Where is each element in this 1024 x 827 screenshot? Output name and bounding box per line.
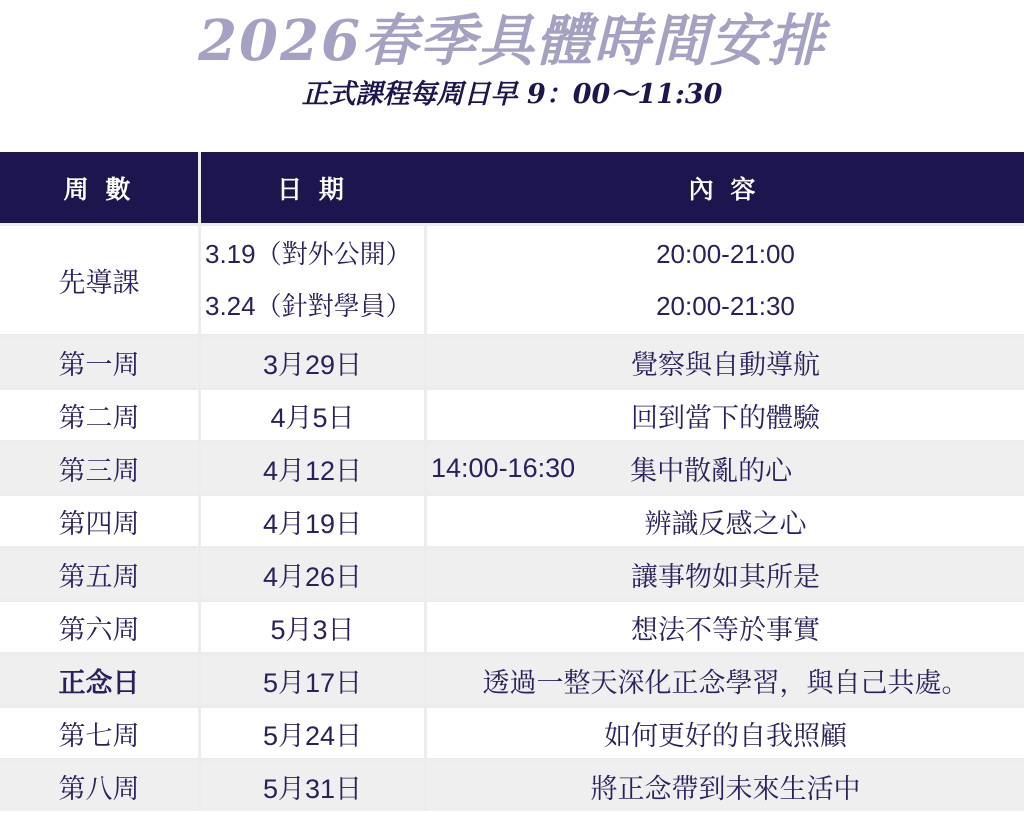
header-cell-content: 內 容 <box>424 152 1024 223</box>
content-text: 如何更好的自我照顧 <box>604 720 847 751</box>
pilot-date-cell <box>201 226 424 334</box>
table-row <box>0 708 1024 758</box>
pilot-week-cell: 先導課 <box>0 226 198 334</box>
content-cell <box>427 443 1024 493</box>
table-row <box>0 443 1024 493</box>
pilot-time-line: 20:00-21:00 <box>656 239 795 269</box>
week-cell: 第二周 <box>0 390 198 440</box>
content-cell <box>427 337 1024 387</box>
content-cell <box>427 655 1024 705</box>
pilot-time-line: 20:00-21:30 <box>656 291 795 321</box>
table-row <box>0 761 1024 811</box>
week-cell: 第八周 <box>0 761 198 811</box>
pilot-date-line: 3.19（對外公開） <box>205 239 412 269</box>
session-time: 14:00-16:30 <box>431 452 576 483</box>
table-row <box>0 549 1024 599</box>
week-cell: 第五周 <box>0 549 198 599</box>
content-text: 覺察與自動導航 <box>631 349 820 380</box>
content-text: 辨識反感之心 <box>644 508 807 539</box>
schedule-table <box>0 152 1024 811</box>
page-subtitle: 正式課程每周日早 9：00～11:30 <box>301 79 723 111</box>
date-cell: 5月3日 <box>201 602 424 652</box>
week-cell: 第一周 <box>0 337 198 387</box>
pilot-course-row <box>0 226 1024 334</box>
content-text: 集中散亂的心 <box>630 455 793 486</box>
date-cell: 5月17日 <box>201 655 424 705</box>
content-cell <box>427 602 1024 652</box>
page-title: 2026春季具體時間安排 <box>198 8 826 74</box>
table-header-row <box>0 152 1024 223</box>
date-cell: 4月26日 <box>201 549 424 599</box>
week-cell: 第三周 <box>0 443 198 493</box>
content-cell <box>427 549 1024 599</box>
content-text: 透過一整天深化正念學習，與自己共處。 <box>482 667 969 698</box>
content-text: 將正念帶到未來生活中 <box>590 773 861 804</box>
week-cell: 正念日 <box>0 655 198 705</box>
content-cell <box>427 761 1024 811</box>
table-row <box>0 337 1024 387</box>
pilot-date-line: 3.24（針對學員） <box>205 291 412 321</box>
week-cell: 第七周 <box>0 708 198 758</box>
date-cell: 4月5日 <box>201 390 424 440</box>
table-row <box>0 655 1024 705</box>
table-body <box>0 337 1024 811</box>
header-cell-date: 日 期 <box>201 152 424 223</box>
date-cell: 5月24日 <box>201 708 424 758</box>
content-cell <box>427 496 1024 546</box>
date-cell: 5月31日 <box>201 761 424 811</box>
date-cell: 3月29日 <box>201 337 424 387</box>
pilot-time-cell <box>427 226 1024 334</box>
date-cell: 4月19日 <box>201 496 424 546</box>
date-cell: 4月12日 <box>201 443 424 493</box>
content-text: 想法不等於事實 <box>631 614 820 645</box>
content-cell <box>427 390 1024 440</box>
content-cell <box>427 708 1024 758</box>
table-row <box>0 602 1024 652</box>
header-merged-cell <box>201 152 1024 223</box>
week-cell: 第四周 <box>0 496 198 546</box>
header-cell-week: 周 數 <box>0 152 198 223</box>
week-cell: 第六周 <box>0 602 198 652</box>
content-text: 讓事物如其所是 <box>631 561 820 592</box>
table-row <box>0 496 1024 546</box>
table-row <box>0 390 1024 440</box>
content-text: 回到當下的體驗 <box>631 402 820 433</box>
